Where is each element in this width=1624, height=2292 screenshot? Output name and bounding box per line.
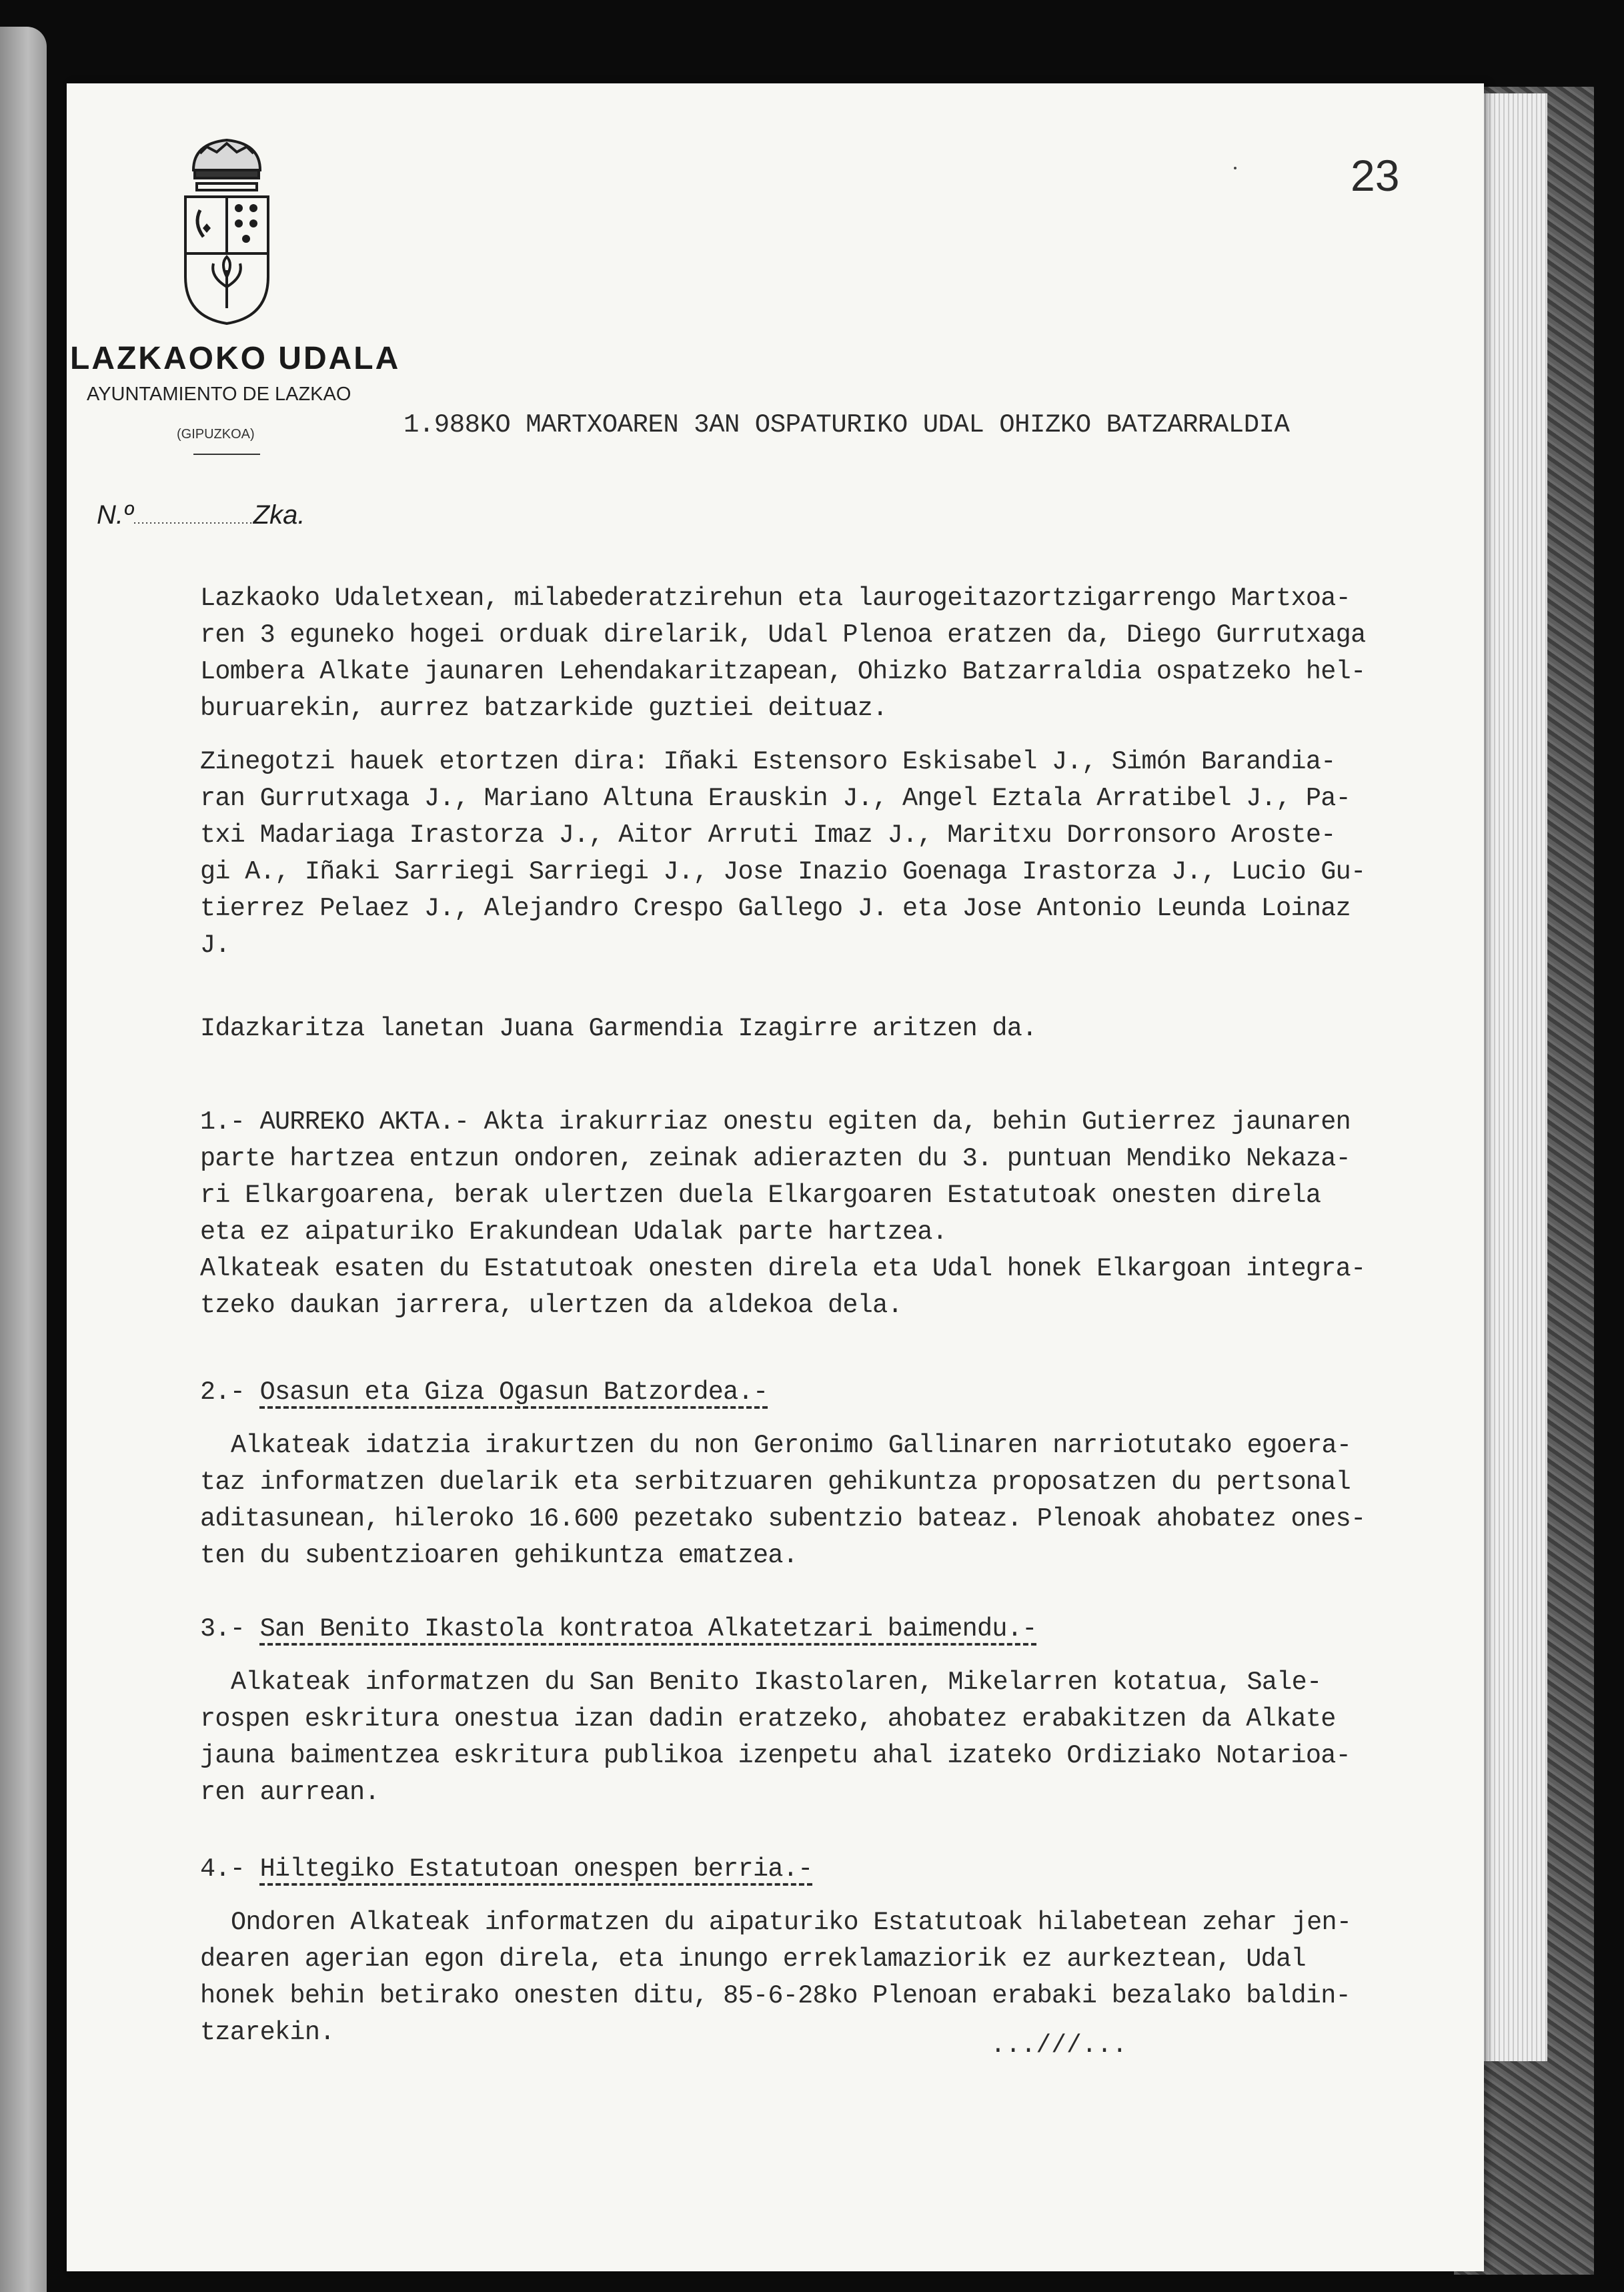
secretary-paragraph — [200, 1011, 1521, 1047]
text-line: Alkateak informatzen du San Benito Ikastolaren, Mikelarren kotatua, Sale- — [231, 1668, 1322, 1697]
text-line: taz informatzen duelarik eta serbitzuaren gehikuntza proposatzen du pertsonal — [200, 1468, 1351, 1497]
text-line: rospen eskritura onestua izan dadin eratzeko, ahobatez erabakitzen da Alkate — [200, 1704, 1336, 1734]
item-4-paragraph — [200, 1904, 1521, 2051]
item-3-heading — [200, 1611, 1521, 1648]
continuation-mark: ...///... — [990, 2031, 1128, 2060]
text-line: Zinegotzi hauek etortzen dira: Iñaki Estensoro Eskisabel J., Simón Barandia- — [200, 747, 1336, 776]
text-line: buruarekin, aurrez batzarkide guztiei deituaz. — [200, 694, 888, 723]
text-line: Lazkaoko Udaletxean, milabederatzirehun eta laurogeitazortzigarrengo Martxoa- — [200, 584, 1351, 613]
text-line: Ondoren Alkateak informatzen du aipaturiko Estatutoak hilabetean zehar jen- — [231, 1908, 1352, 1937]
text-line: 1.- AURREKO AKTA.- Akta irakurriaz onestu egiten da, behin Gutierrez jaunaren — [200, 1107, 1351, 1137]
document-page — [67, 83, 1484, 2271]
text-line: honek behin betirako onesten ditu, 85-6-28ko Plenoan erabaki bezalako baldin- — [200, 1981, 1351, 2011]
number-label: N.º — [97, 500, 133, 530]
text-line: jauna baimentzea eskritura publikoa izenpetu ahal izateko Ordiziako Notarioa- — [200, 1741, 1351, 1770]
text-line: eta ez aipaturiko Erakundean Udalak parte hartzea. — [200, 1217, 948, 1247]
adjacent-page-edge — [0, 27, 47, 2292]
text-line: parte hartzea entzun ondoren, zeinak adierazten du 3. puntuan Mendiko Nekaza- — [200, 1144, 1351, 1173]
document-title: 1.988KO MARTXOAREN 3AN OSPATURIKO UDAL OHIZKO BATZARRALDIA — [403, 410, 1290, 440]
text-line: tzarekin. — [200, 2018, 335, 2047]
number-dots: .............................. — [133, 513, 253, 526]
text-line: dearen agerian egon direla, eta inungo erreklamaziorik ez aurkeztean, Udal — [200, 1944, 1306, 1974]
item-1-paragraph — [200, 1104, 1521, 1324]
text-line: Lombera Alkate jaunaren Lehendakaritzapean, Ohizko Batzarraldia ospatzeko hel- — [200, 657, 1366, 686]
intro-paragraph — [200, 580, 1521, 727]
item-3-number: 3.- — [200, 1614, 245, 1644]
text-line: ren 3 eguneko hogei orduak direlarik, Udal Plenoa eratzen da, Diego Gurrutxaga — [200, 620, 1366, 650]
text-line: tzeko daukan jarrera, ulertzen da aldekoa dela. — [200, 1291, 902, 1320]
reference-number-field — [97, 500, 397, 530]
page-number: 23 — [1351, 151, 1400, 200]
text-line: Alkateak idatzia irakurtzen du non Geronimo Gallinaren narriotutako egoera- — [231, 1431, 1352, 1460]
organization-divider — [193, 454, 260, 455]
item-2-heading — [200, 1374, 1521, 1411]
text-line: tierrez Pelaez J., Alejandro Crespo Gallego J. eta Jose Antonio Leunda Loinaz — [200, 894, 1351, 923]
text-line: ren aurrean. — [200, 1778, 379, 1807]
text-line: ri Elkargoarena, berak ulertzen duela Elkargoaren Estatutoak onesten direla — [200, 1181, 1321, 1210]
organization-region: (GIPUZKOA) — [177, 427, 255, 442]
text-line: aditasunean, hileroko 16.600 pezetako subentzio bateaz. Plenoak ahobatez ones- — [200, 1504, 1366, 1534]
text-line: ten du subentzioaren gehikuntza ematzea. — [200, 1541, 798, 1570]
attendees-paragraph — [200, 744, 1521, 964]
text-line: gi A., Iñaki Sarriegi Sarriegi J., Jose Inazio Goenaga Irastorza J., Lucio Gu- — [200, 857, 1366, 887]
ink-mark — [1234, 167, 1237, 169]
text-line: ran Gurrutxaga J., Mariano Altuna Erauskin J., Angel Eztala Arratibel J., Pa- — [200, 784, 1351, 813]
item-4-heading — [200, 1851, 1521, 1888]
organization-subtitle: AYUNTAMIENTO DE LAZKAO — [87, 384, 351, 405]
text-line: txi Madariaga Irastorza J., Aitor Arruti Imaz J., Maritxu Dorronsoro Aroste- — [200, 820, 1336, 850]
item-3-paragraph — [200, 1664, 1521, 1811]
text-line: J. — [200, 931, 230, 960]
text-line: Idazkaritza lanetan Juana Garmendia Izagirre aritzen da. — [200, 1014, 1037, 1043]
item-4-title: Hiltegiko Estatutoan onespen berria.- — [259, 1854, 813, 1884]
item-2-title: Osasun eta Giza Ogasun Batzordea.- — [259, 1377, 768, 1407]
number-suffix: Zka. — [253, 500, 305, 530]
text-line: Alkateak esaten du Estatutoak onesten direla eta Udal honek Elkargoan integra- — [200, 1254, 1366, 1283]
item-4-number: 4.- — [200, 1854, 245, 1884]
organization-name: LAZKAOKO UDALA — [70, 341, 401, 376]
item-3-title: San Benito Ikastola kontratoa Alkatetzari baimendu.- — [259, 1614, 1037, 1644]
item-2-paragraph — [200, 1427, 1521, 1574]
item-2-number: 2.- — [200, 1377, 245, 1407]
coat-of-arms-icon — [180, 133, 273, 327]
